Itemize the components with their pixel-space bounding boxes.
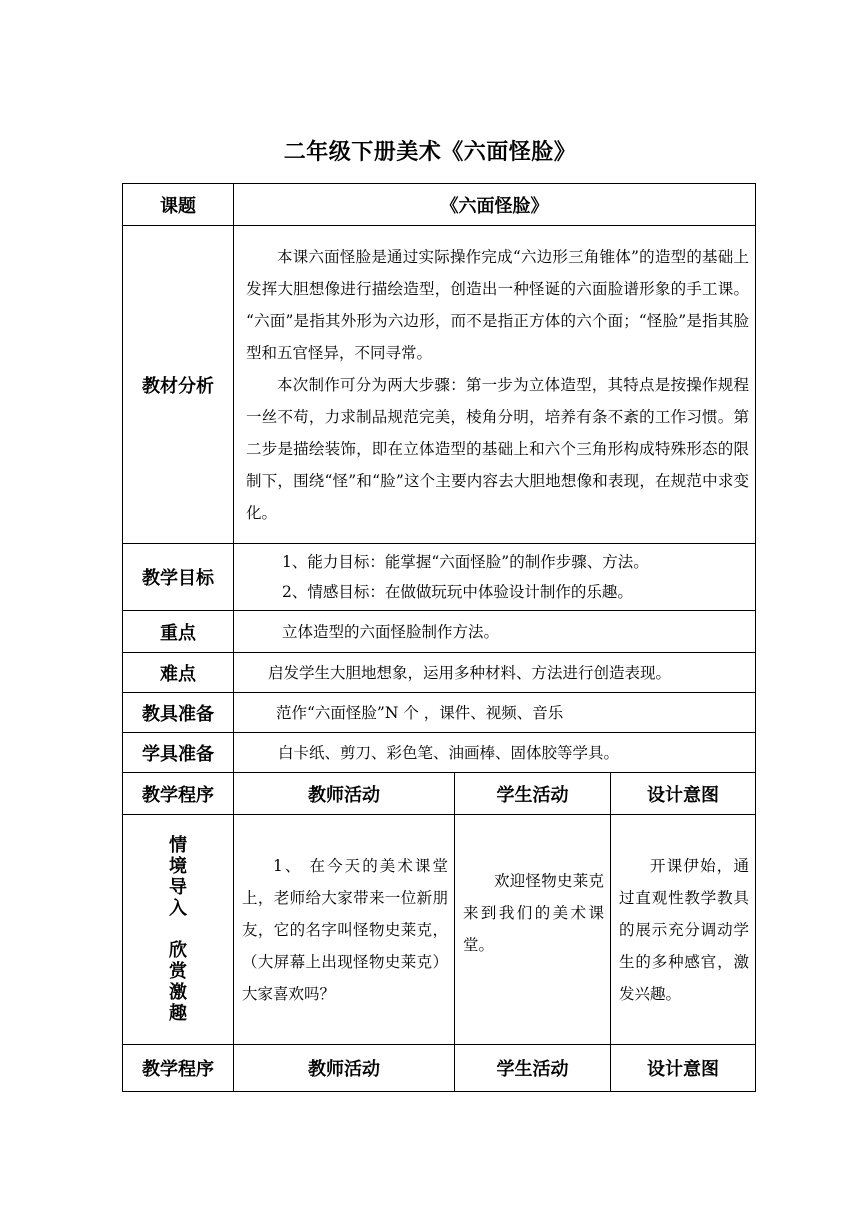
- difficulty-label: 难点: [123, 653, 234, 693]
- difficulty-value: 启发学生大胆地想象，运用多种材料、方法进行创造表现。: [234, 653, 756, 693]
- student-activity: [455, 815, 611, 1045]
- topic-label: 课题: [123, 184, 234, 226]
- goals-label: 教学目标: [123, 544, 234, 611]
- design-intent: [611, 815, 756, 1045]
- key-point-row: [123, 611, 756, 653]
- student-activity-text: 欢迎怪物史莱克来到我们的美术课堂。: [463, 872, 604, 954]
- stage-char: 趣: [169, 1003, 187, 1024]
- stage-char: 激: [169, 982, 187, 1003]
- key-point-label: 重点: [123, 611, 234, 653]
- teacher-activity-text: 1、 在今天的美术课堂上，老师给大家带来一位新朋友，它的名字叫怪物史莱克，（大屏幕上出现怪物史莱克）大家喜欢吗？: [242, 856, 448, 1003]
- goals-content: [234, 544, 756, 611]
- stage-char: 赏: [169, 961, 187, 982]
- teacher-tools-value: 范作“六面怪脸”N 个 ，课件、视频、音乐: [234, 693, 756, 733]
- topic-value: 《六面怪脸》: [234, 184, 756, 226]
- lesson-plan-table: [122, 183, 756, 1092]
- analysis-row: [123, 226, 756, 544]
- analysis-paragraph-1: 本课六面怪脸是通过实际操作完成“六边形三角锥体”的造型的基础上发挥大胆想像进行描绘造型，创造出一种怪诞的六面脸谱形象的手工课。 “六面”是指其外形为六边形，而不是指正方体的六个面；“怪脸”是指其脸型和五官怪异，不同寻常。: [246, 247, 750, 362]
- difficulty-row: [123, 653, 756, 693]
- process-header-program: 教学程序: [123, 1045, 234, 1092]
- goal-item: 2、情感目标：在做做玩玩中体验设计制作的乐趣。: [282, 583, 633, 601]
- key-point-value: 立体造型的六面怪脸制作方法。: [234, 611, 756, 653]
- analysis-label: 教材分析: [123, 226, 234, 544]
- stage-char: 境: [169, 856, 187, 877]
- process-header-teacher: 教师活动: [234, 1045, 455, 1092]
- teacher-activity: [234, 815, 455, 1045]
- student-tools-label: 学具准备: [123, 733, 234, 773]
- stage-char: 欣: [169, 940, 187, 961]
- teacher-tools-label: 教具准备: [123, 693, 234, 733]
- process-header-intent: 设计意图: [611, 773, 756, 815]
- process-stage: [123, 815, 234, 1045]
- goal-item: 1、能力目标：能掌握“六面怪脸”的制作步骤、方法。: [282, 553, 649, 571]
- process-header-row-repeat: [123, 1045, 756, 1092]
- student-tools-value: 白卡纸、剪刀、彩色笔、油画棒、固体胶等学具。: [234, 733, 756, 773]
- goals-row: [123, 544, 756, 611]
- analysis-content: [234, 226, 756, 544]
- page-title: 二年级下册美术《六面怪脸》: [283, 140, 577, 165]
- teacher-tools-row: [123, 693, 756, 733]
- stage-char: 情: [169, 835, 187, 856]
- student-tools-row: [123, 733, 756, 773]
- process-header-student: 学生活动: [455, 1045, 611, 1092]
- process-row: [123, 815, 756, 1045]
- process-header-student: 学生活动: [455, 773, 611, 815]
- process-header-row: [123, 773, 756, 815]
- analysis-paragraph-2: 本次制作可分为两大步骤：第一步为立体造型，其特点是按操作规程一丝不苟，力求制品规范完美，棱角分明，培养有条不紊的工作习惯。第二步是描绘装饰，即在立体造型的基础上和六个三角形构成特殊形态的限制下，围绕“怪”和“脸”这个主要内容去大胆地想像和表现，在规范中求变化。: [246, 375, 750, 522]
- design-intent-text: 开课伊始，通过直观性教学教具的展示充分调动学生的多种感官，激发兴趣。: [619, 856, 750, 1003]
- process-stage-label: [166, 835, 190, 1024]
- stage-char: 导: [169, 877, 187, 898]
- stage-char: 入: [169, 898, 187, 919]
- process-header-teacher: 教师活动: [234, 773, 455, 815]
- topic-row: [123, 184, 756, 226]
- process-header-program: 教学程序: [123, 773, 234, 815]
- process-header-intent: 设计意图: [611, 1045, 756, 1092]
- stage-char: [166, 919, 190, 940]
